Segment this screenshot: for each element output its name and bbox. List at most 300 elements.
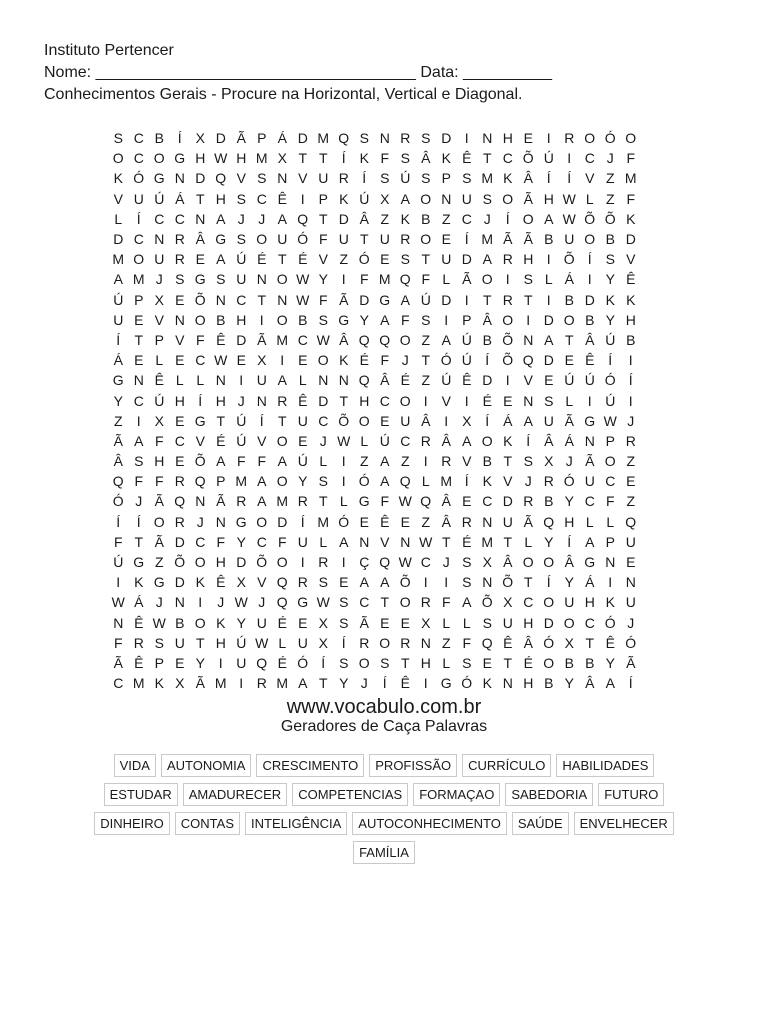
grid-letter: Ó xyxy=(563,473,575,490)
grid-letter: Z xyxy=(380,210,390,227)
grid-letter: F xyxy=(380,352,390,369)
grid-letter: O xyxy=(522,554,534,571)
grid-letter: O xyxy=(481,271,493,288)
grid-letter: U xyxy=(236,271,247,288)
grid-letter: Â xyxy=(380,372,390,389)
grid-letter: M xyxy=(112,251,125,268)
grid-letter: É xyxy=(277,654,287,671)
grid-letter: M xyxy=(132,271,145,288)
grid-letter: Z xyxy=(605,170,615,187)
grid-row xyxy=(108,592,662,612)
grid-letter: N xyxy=(420,634,431,651)
grid-letter: A xyxy=(544,331,554,348)
grid-letter: D xyxy=(113,231,124,248)
grid-letter: É xyxy=(482,392,492,409)
grid-letter: Á xyxy=(134,594,144,611)
grid-letter: E xyxy=(298,432,308,449)
grid-letter: I xyxy=(280,352,285,369)
grid-letter: K xyxy=(503,432,513,449)
grid-letter: T xyxy=(134,533,144,550)
grid-letter: S xyxy=(462,654,472,671)
grid-letter: X xyxy=(318,614,328,631)
grid-letter: I xyxy=(608,574,613,591)
grid-letter: Ú xyxy=(154,392,165,409)
grid-letter: X xyxy=(482,554,492,571)
grid-letter: D xyxy=(441,130,452,147)
grid-letter: R xyxy=(256,675,267,692)
word-item: FORMAÇAO xyxy=(413,783,500,806)
grid-letter: S xyxy=(400,150,410,167)
grid-letter: O xyxy=(112,150,124,167)
grid-letter: Q xyxy=(379,554,391,571)
grid-row xyxy=(108,148,662,168)
grid-letter: V xyxy=(154,311,164,328)
grid-letter: N xyxy=(482,130,493,147)
grid-letter: F xyxy=(380,493,390,510)
grid-letter: Í xyxy=(116,513,121,530)
grid-letter: G xyxy=(440,675,452,692)
grid-letter: U xyxy=(564,594,575,611)
grid-letter: X xyxy=(564,634,574,651)
grid-letter: I xyxy=(259,311,264,328)
grid-letter: N xyxy=(441,190,452,207)
grid-letter: I xyxy=(526,311,531,328)
grid-letter: W xyxy=(603,412,617,429)
grid-letter: Ê xyxy=(462,372,472,389)
grid-letter: S xyxy=(339,594,349,611)
grid-letter: Ó xyxy=(604,130,616,147)
grid-letter: C xyxy=(400,432,411,449)
grid-letter: A xyxy=(216,453,226,470)
grid-letter: G xyxy=(174,150,186,167)
grid-letter: Ê xyxy=(462,150,472,167)
grid-letter: D xyxy=(174,533,185,550)
grid-letter: K xyxy=(605,594,615,611)
grid-letter: I xyxy=(239,372,244,389)
grid-letter: Q xyxy=(379,331,391,348)
grid-letter: T xyxy=(257,291,267,308)
grid-letter: I xyxy=(136,412,141,429)
grid-letter: F xyxy=(257,453,267,470)
word-item: HABILIDADES xyxy=(556,754,654,777)
grid-letter: E xyxy=(339,574,349,591)
grid-letter: W xyxy=(255,634,269,651)
grid-letter: Ú xyxy=(297,453,308,470)
grid-letter: S xyxy=(421,130,431,147)
grid-row xyxy=(108,249,662,269)
grid-letter: G xyxy=(338,311,350,328)
grid-letter: F xyxy=(216,533,226,550)
grid-letter: S xyxy=(216,271,226,288)
grid-letter: V xyxy=(585,170,595,187)
grid-letter: H xyxy=(174,392,185,409)
grid-letter: I xyxy=(628,392,633,409)
grid-letter: K xyxy=(626,291,636,308)
grid-letter: I xyxy=(587,392,592,409)
grid-letter: M xyxy=(276,331,289,348)
grid-letter: A xyxy=(380,473,390,490)
grid-letter: F xyxy=(421,271,431,288)
grid-letter: I xyxy=(546,291,551,308)
grid-letter: N xyxy=(277,291,288,308)
grid-letter: Í xyxy=(177,130,182,147)
grid-letter: B xyxy=(605,231,615,248)
grid-letter: R xyxy=(338,170,349,187)
grid-letter: U xyxy=(461,190,472,207)
grid-letter: L xyxy=(196,372,205,389)
grid-letter: G xyxy=(133,554,145,571)
grid-letter: O xyxy=(133,251,145,268)
grid-letter: O xyxy=(420,231,432,248)
grid-letter: R xyxy=(420,432,431,449)
grid-letter: K xyxy=(339,352,349,369)
grid-letter: Ê xyxy=(626,271,636,288)
grid-letter: O xyxy=(399,392,411,409)
grid-letter: Ú xyxy=(461,331,472,348)
grid-row xyxy=(108,673,662,693)
grid-letter: O xyxy=(584,130,596,147)
grid-letter: C xyxy=(174,432,185,449)
grid-letter: G xyxy=(584,554,596,571)
grid-letter: M xyxy=(378,271,391,288)
grid-letter: Ú xyxy=(359,190,370,207)
grid-row xyxy=(108,310,662,330)
grid-letter: E xyxy=(503,392,513,409)
grid-row xyxy=(108,471,662,491)
grid-letter: N xyxy=(523,392,534,409)
grid-letter: H xyxy=(523,675,534,692)
grid-letter: W xyxy=(562,210,576,227)
grid-letter: S xyxy=(544,392,554,409)
grid-letter: W xyxy=(419,533,433,550)
grid-letter: J xyxy=(606,150,614,167)
grid-letter: Ã xyxy=(564,412,574,429)
grid-letter: K xyxy=(339,190,349,207)
grid-letter: E xyxy=(380,614,390,631)
grid-row xyxy=(108,532,662,552)
grid-letter: E xyxy=(544,372,554,389)
grid-letter: L xyxy=(544,271,553,288)
grid-letter: Ú xyxy=(236,634,247,651)
grid-letter: A xyxy=(216,251,226,268)
grid-letter: I xyxy=(444,574,449,591)
grid-letter: I xyxy=(546,130,551,147)
grid-letter: T xyxy=(503,453,513,470)
grid-letter: X xyxy=(421,614,431,631)
grid-letter: S xyxy=(134,453,144,470)
word-item: FUTURO xyxy=(598,783,664,806)
grid-letter: J xyxy=(135,493,143,510)
grid-letter: Y xyxy=(298,473,308,490)
grid-letter: Í xyxy=(136,513,141,530)
grid-letter: I xyxy=(464,130,469,147)
grid-letter: O xyxy=(358,412,370,429)
grid-letter: V xyxy=(626,251,636,268)
grid-letter: C xyxy=(174,210,185,227)
grid-letter: U xyxy=(133,190,144,207)
grid-letter: I xyxy=(505,271,510,288)
grid-letter: Y xyxy=(236,614,246,631)
grid-letter: O xyxy=(276,432,288,449)
grid-row xyxy=(108,350,662,370)
grid-letter: U xyxy=(625,594,636,611)
grid-letter: Â xyxy=(503,554,513,571)
grid-letter: H xyxy=(359,392,370,409)
grid-letter: B xyxy=(564,654,574,671)
grid-letter: Í xyxy=(321,654,326,671)
grid-letter: E xyxy=(626,554,636,571)
grid-letter: D xyxy=(543,311,554,328)
grid-letter: Ã xyxy=(257,331,267,348)
grid-letter: T xyxy=(482,291,492,308)
grid-letter: J xyxy=(483,210,491,227)
grid-letter: D xyxy=(318,392,329,409)
grid-letter: T xyxy=(523,574,533,591)
grid-letter: N xyxy=(174,311,185,328)
grid-letter: U xyxy=(564,231,575,248)
grid-letter: M xyxy=(255,150,268,167)
grid-letter: Õ xyxy=(194,453,206,470)
grid-letter: O xyxy=(543,554,555,571)
grid-letter: S xyxy=(257,170,267,187)
grid-letter: A xyxy=(257,473,267,490)
grid-letter: O xyxy=(625,130,637,147)
grid-letter: T xyxy=(277,251,287,268)
grid-letter: Ã xyxy=(236,130,246,147)
grid-letter: K xyxy=(359,150,369,167)
word-item: PROFISSÃO xyxy=(369,754,457,777)
grid-letter: Y xyxy=(113,392,123,409)
grid-letter: N xyxy=(605,554,616,571)
grid-letter: S xyxy=(400,251,410,268)
grid-letter: N xyxy=(195,210,206,227)
grid-letter: Ú xyxy=(113,554,124,571)
grid-letter: Í xyxy=(198,392,203,409)
grid-letter: I xyxy=(423,453,428,470)
grid-letter: J xyxy=(565,453,573,470)
grid-letter: K xyxy=(134,574,144,591)
grid-letter: C xyxy=(236,291,247,308)
grid-letter: W xyxy=(316,331,330,348)
grid-letter: Â xyxy=(339,331,349,348)
grid-letter: C xyxy=(154,210,165,227)
grid-letter: A xyxy=(544,210,554,227)
grid-letter: Q xyxy=(625,513,637,530)
grid-letter: A xyxy=(380,574,390,591)
grid-letter: Y xyxy=(236,533,246,550)
grid-letter: Â xyxy=(421,412,431,429)
grid-letter: C xyxy=(461,210,472,227)
grid-letter: Q xyxy=(420,493,432,510)
word-item: SAÚDE xyxy=(512,812,569,835)
grid-letter: Á xyxy=(503,412,513,429)
grid-row xyxy=(108,411,662,431)
grid-letter: C xyxy=(482,493,493,510)
grid-row xyxy=(108,512,662,532)
word-item: FAMÍLIA xyxy=(353,841,415,864)
grid-letter: G xyxy=(194,412,206,429)
grid-letter: Í xyxy=(300,513,305,530)
grid-letter: I xyxy=(505,372,510,389)
grid-row xyxy=(108,370,662,390)
grid-letter: Í xyxy=(567,170,572,187)
grid-letter: Ó xyxy=(297,654,309,671)
grid-letter: F xyxy=(134,473,144,490)
grid-letter: Â xyxy=(585,331,595,348)
grid-letter: Ã xyxy=(195,675,205,692)
grid-letter: T xyxy=(318,675,328,692)
word-list-row xyxy=(0,841,768,864)
grid-letter: W xyxy=(111,594,125,611)
grid-letter: O xyxy=(543,594,555,611)
grid-letter: Z xyxy=(421,513,431,530)
grid-letter: U xyxy=(502,614,513,631)
grid-letter: J xyxy=(217,594,225,611)
grid-letter: S xyxy=(318,574,328,591)
grid-letter: R xyxy=(174,231,185,248)
grid-letter: D xyxy=(502,493,513,510)
grid-letter: A xyxy=(462,432,472,449)
grid-letter: U xyxy=(400,412,411,429)
grid-letter: H xyxy=(625,311,636,328)
grid-letter: W xyxy=(562,190,576,207)
grid-letter: R xyxy=(400,231,411,248)
grid-letter: F xyxy=(359,271,369,288)
grid-row xyxy=(108,572,662,592)
grid-letter: Ã xyxy=(462,271,472,288)
grid-letter: R xyxy=(625,432,636,449)
grid-letter: V xyxy=(503,473,513,490)
grid-letter: F xyxy=(380,150,390,167)
grid-letter: E xyxy=(298,614,308,631)
grid-row xyxy=(108,390,662,410)
grid-letter: F xyxy=(236,453,246,470)
grid-letter: Í xyxy=(485,352,490,369)
grid-letter: I xyxy=(587,271,592,288)
grid-letter: J xyxy=(524,473,532,490)
grid-letter: P xyxy=(441,170,451,187)
grid-letter: G xyxy=(379,291,391,308)
grid-letter: R xyxy=(297,493,308,510)
grid-letter: Y xyxy=(339,675,349,692)
grid-letter: J xyxy=(360,675,368,692)
grid-letter: C xyxy=(359,594,370,611)
grid-letter: H xyxy=(236,150,247,167)
grid-letter: F xyxy=(154,473,164,490)
grid-letter: B xyxy=(216,311,226,328)
grid-letter: N xyxy=(482,513,493,530)
grid-letter: Z xyxy=(359,453,369,470)
grid-letter: F xyxy=(154,432,164,449)
grid-letter: B xyxy=(421,210,431,227)
grid-letter: S xyxy=(318,473,328,490)
grid-letter: I xyxy=(198,594,203,611)
grid-row xyxy=(108,209,662,229)
word-list xyxy=(0,754,768,870)
grid-letter: A xyxy=(482,251,492,268)
grid-letter: C xyxy=(318,412,329,429)
grid-letter: Á xyxy=(277,130,287,147)
grid-row xyxy=(108,431,662,451)
grid-letter: Í xyxy=(136,210,141,227)
grid-letter: Ú xyxy=(605,331,616,348)
grid-letter: W xyxy=(337,432,351,449)
grid-letter: Y xyxy=(605,271,615,288)
grid-letter: B xyxy=(564,291,574,308)
grid-letter: P xyxy=(154,331,164,348)
grid-row xyxy=(108,330,662,350)
grid-letter: U xyxy=(154,251,165,268)
grid-letter: Q xyxy=(399,271,411,288)
grid-letter: L xyxy=(524,533,533,550)
grid-letter: Z xyxy=(113,412,123,429)
grid-letter: Í xyxy=(382,675,387,692)
grid-letter: L xyxy=(421,473,430,490)
grid-letter: J xyxy=(442,554,450,571)
grid-letter: X xyxy=(503,594,513,611)
grid-letter: Ó xyxy=(112,493,124,510)
grid-letter: D xyxy=(277,513,288,530)
grid-letter: H xyxy=(564,513,575,530)
grid-letter: S xyxy=(359,130,369,147)
grid-letter: Â xyxy=(482,311,492,328)
grid-letter: L xyxy=(360,432,369,449)
grid-letter: U xyxy=(338,231,349,248)
grid-letter: U xyxy=(256,614,267,631)
grid-letter: L xyxy=(298,372,307,389)
grid-letter: F xyxy=(113,634,123,651)
grid-letter: H xyxy=(502,130,513,147)
grid-letter: Q xyxy=(338,130,350,147)
grid-letter: O xyxy=(358,654,370,671)
grid-letter: E xyxy=(462,493,472,510)
grid-letter: X xyxy=(462,412,472,429)
grid-letter: O xyxy=(502,311,514,328)
grid-letter: U xyxy=(441,251,452,268)
grid-letter: U xyxy=(277,231,288,248)
grid-letter: D xyxy=(338,210,349,227)
grid-letter: E xyxy=(175,291,185,308)
grid-letter: Ú xyxy=(441,372,452,389)
grid-letter: A xyxy=(523,412,533,429)
grid-letter: Z xyxy=(400,453,410,470)
grid-letter: K xyxy=(154,675,164,692)
grid-letter: Ê xyxy=(585,352,595,369)
grid-letter: E xyxy=(626,473,636,490)
grid-letter: S xyxy=(318,311,328,328)
grid-letter: U xyxy=(297,634,308,651)
word-item: INTELIGÊNCIA xyxy=(245,812,347,835)
grid-letter: Ó xyxy=(358,473,370,490)
grid-letter: I xyxy=(546,251,551,268)
grid-letter: I xyxy=(464,392,469,409)
grid-letter: S xyxy=(380,654,390,671)
grid-letter: Í xyxy=(341,150,346,167)
grid-letter: Â xyxy=(441,432,451,449)
grid-letter: Y xyxy=(544,533,554,550)
grid-letter: Á xyxy=(564,271,574,288)
grid-letter: D xyxy=(215,130,226,147)
grid-letter: N xyxy=(215,291,226,308)
grid-letter: T xyxy=(195,634,205,651)
grid-letter: I xyxy=(567,150,572,167)
grid-letter: R xyxy=(420,594,431,611)
grid-letter: S xyxy=(523,271,533,288)
grid-letter: I xyxy=(423,392,428,409)
grid-letter: Í xyxy=(628,372,633,389)
grid-letter: J xyxy=(627,614,635,631)
grid-letter: D xyxy=(482,372,493,389)
